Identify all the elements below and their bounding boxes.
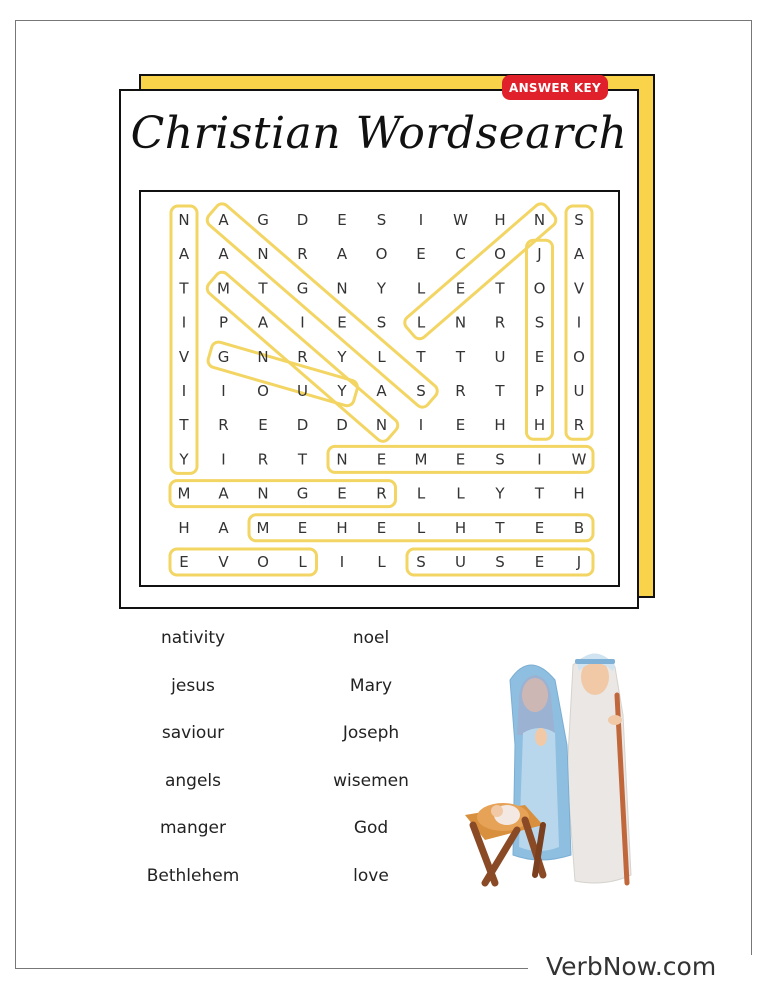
grid-letter: E bbox=[455, 416, 466, 435]
grid-letter: M bbox=[177, 484, 191, 503]
grid-letter: A bbox=[336, 245, 348, 264]
grid-letter: E bbox=[337, 484, 347, 503]
grid-letter: H bbox=[573, 484, 585, 503]
grid-letter: I bbox=[221, 450, 226, 469]
grid-letter: G bbox=[296, 279, 309, 298]
grid-letter: R bbox=[376, 484, 387, 503]
grid-letter: O bbox=[494, 245, 506, 264]
grid-letter: A bbox=[178, 245, 190, 264]
grid-letter: M bbox=[217, 279, 230, 298]
grid-letter: E bbox=[455, 279, 466, 298]
grid-letter: T bbox=[495, 279, 505, 298]
grid-svg bbox=[141, 192, 622, 589]
grid-letter: Y bbox=[179, 450, 189, 469]
word-list-item: Mary bbox=[349, 675, 393, 696]
grid-letter: N bbox=[454, 313, 467, 332]
grid-letter: R bbox=[297, 245, 308, 264]
grid-letter: Y bbox=[337, 382, 347, 400]
word-list-item: Joseph bbox=[342, 723, 400, 743]
grid-letter: U bbox=[297, 382, 308, 400]
grid-letter: S bbox=[574, 211, 584, 229]
grid-letter: R bbox=[257, 450, 269, 469]
grid-letter: V bbox=[573, 279, 585, 298]
grid-letter: H bbox=[533, 416, 546, 435]
grid-letter: I bbox=[537, 450, 542, 469]
grid-letter: T bbox=[495, 382, 505, 400]
word-list-item: manger bbox=[160, 818, 226, 838]
grid-letter: E bbox=[455, 450, 466, 469]
grid-letter: I bbox=[418, 211, 424, 229]
grid-letter: L bbox=[416, 518, 426, 537]
grid-letter: M bbox=[256, 518, 270, 537]
grid-letter: G bbox=[296, 484, 309, 503]
word-list-item: wisemen bbox=[333, 770, 409, 791]
grid-letter: E bbox=[416, 245, 426, 264]
grid-letter: E bbox=[534, 347, 545, 366]
grid-letter: A bbox=[376, 382, 387, 400]
grid-letter: T bbox=[297, 450, 308, 469]
grid-letter: A bbox=[218, 518, 229, 537]
grid-letter: O bbox=[257, 553, 269, 571]
grid-letter: L bbox=[456, 484, 465, 503]
grid-letter: A bbox=[218, 211, 229, 229]
grid-letter: I bbox=[181, 382, 187, 400]
letter-grid bbox=[139, 190, 620, 587]
grid-letter: E bbox=[337, 313, 347, 332]
grid-letter: P bbox=[534, 382, 545, 400]
grid-letter: W bbox=[571, 450, 587, 469]
grid-letter: I bbox=[300, 313, 305, 332]
grid-letter: L bbox=[416, 279, 426, 298]
grid-letter: T bbox=[416, 347, 426, 366]
grid-letter: S bbox=[534, 313, 545, 332]
highlight-god bbox=[206, 340, 359, 407]
grid-letter: A bbox=[257, 313, 269, 332]
grid-letter: H bbox=[454, 518, 467, 537]
grid-letter: S bbox=[416, 553, 426, 571]
grid-letter: L bbox=[416, 313, 426, 332]
grid-letter: J bbox=[537, 245, 542, 264]
grid-letter: T bbox=[179, 416, 189, 435]
grid-letter: E bbox=[258, 416, 268, 435]
grid-letter: E bbox=[179, 553, 189, 571]
grid-letter: A bbox=[573, 245, 585, 264]
grid-letter: H bbox=[494, 416, 506, 435]
grid-letter: U bbox=[573, 382, 585, 400]
grid-letter: T bbox=[495, 518, 505, 537]
grid-letter: N bbox=[336, 450, 348, 469]
grid-letter: W bbox=[453, 211, 468, 229]
grid-letter: E bbox=[376, 518, 387, 537]
grid-letter: Y bbox=[376, 279, 387, 298]
answer-key-badge: ANSWER KEY bbox=[502, 75, 608, 100]
grid-letter: R bbox=[297, 347, 308, 366]
grid-letter: G bbox=[257, 211, 269, 229]
grid-letter: C bbox=[455, 245, 466, 264]
grid-letter: H bbox=[494, 211, 506, 229]
grid-letter: E bbox=[297, 518, 308, 537]
grid-letter: N bbox=[533, 211, 546, 229]
grid-letter: V bbox=[178, 347, 190, 366]
nativity-scene-icon bbox=[455, 625, 655, 890]
highlight-love bbox=[170, 549, 317, 575]
highlight-joseph bbox=[527, 240, 553, 439]
grid-letter: U bbox=[494, 347, 506, 366]
grid-letter: R bbox=[455, 382, 466, 400]
grid-letter: V bbox=[218, 553, 229, 571]
grid-letter: O bbox=[375, 245, 388, 264]
grid-letter: B bbox=[573, 518, 585, 537]
brand-name: VerbNow.com bbox=[546, 952, 717, 981]
grid-letter: E bbox=[534, 518, 545, 537]
grid-letter: O bbox=[257, 382, 269, 400]
grid-letter: R bbox=[218, 416, 229, 435]
word-list-item: noel bbox=[352, 628, 390, 648]
grid-letter: M bbox=[414, 450, 428, 469]
word-list-item: God bbox=[353, 818, 389, 838]
grid-letter: I bbox=[181, 313, 187, 332]
grid-letter: T bbox=[455, 347, 466, 366]
grid-letter: D bbox=[336, 416, 348, 435]
grid-letter: E bbox=[376, 450, 387, 469]
grid-letter: I bbox=[576, 313, 582, 332]
grid-letter: S bbox=[495, 450, 505, 469]
grid-letter: L bbox=[416, 484, 426, 503]
grid-letter: N bbox=[375, 416, 388, 435]
grid-letter: G bbox=[217, 347, 230, 366]
word-list-item: love bbox=[353, 865, 389, 886]
grid-letter: J bbox=[576, 553, 582, 571]
grid-letter: T bbox=[258, 279, 268, 298]
grid-letter: E bbox=[534, 553, 545, 571]
grid-letter: D bbox=[296, 416, 309, 435]
grid-letter: L bbox=[377, 553, 386, 571]
grid-letter: R bbox=[573, 416, 585, 435]
grid-letter: U bbox=[455, 553, 466, 571]
grid-letter: H bbox=[336, 518, 348, 537]
grid-letter: S bbox=[416, 382, 426, 400]
word-list-item: saviour bbox=[161, 723, 225, 743]
grid-letter: I bbox=[221, 382, 226, 400]
word-list-item: angels bbox=[164, 770, 222, 791]
grid-letter: A bbox=[218, 484, 229, 503]
grid-letter: L bbox=[298, 553, 307, 571]
word-list-item: jesus bbox=[171, 675, 215, 696]
grid-letter: S bbox=[376, 211, 387, 229]
grid-letter: L bbox=[377, 347, 386, 366]
grid-letter: O bbox=[573, 347, 585, 366]
grid-letter: S bbox=[495, 553, 505, 571]
highlight-manger bbox=[170, 481, 396, 507]
grid-letter: N bbox=[257, 347, 269, 366]
grid-letter: P bbox=[218, 313, 229, 332]
grid-letter: I bbox=[418, 416, 424, 435]
grid-letter: I bbox=[339, 553, 345, 571]
page-title: Christian Wordsearch bbox=[130, 108, 628, 159]
grid-letter: E bbox=[337, 211, 347, 229]
grid-letter: N bbox=[257, 484, 269, 503]
grid-letter: A bbox=[218, 245, 229, 264]
grid-letter: T bbox=[179, 279, 189, 298]
grid-letter: Y bbox=[337, 347, 347, 366]
grid-letter: S bbox=[376, 313, 387, 332]
word-list-item: nativity bbox=[160, 628, 226, 648]
highlight-angels bbox=[204, 201, 440, 410]
grid-letter: N bbox=[178, 211, 190, 229]
grid-letter: N bbox=[257, 245, 269, 264]
grid-letter: T bbox=[534, 484, 545, 503]
grid-letter: N bbox=[336, 279, 348, 298]
grid-letter: H bbox=[178, 518, 190, 537]
grid-letter: D bbox=[296, 211, 309, 229]
grid-letter: R bbox=[494, 313, 506, 332]
grid-letter: Y bbox=[495, 484, 505, 503]
grid-letter: O bbox=[533, 279, 546, 298]
word-list-item: Bethlehem bbox=[146, 865, 240, 886]
